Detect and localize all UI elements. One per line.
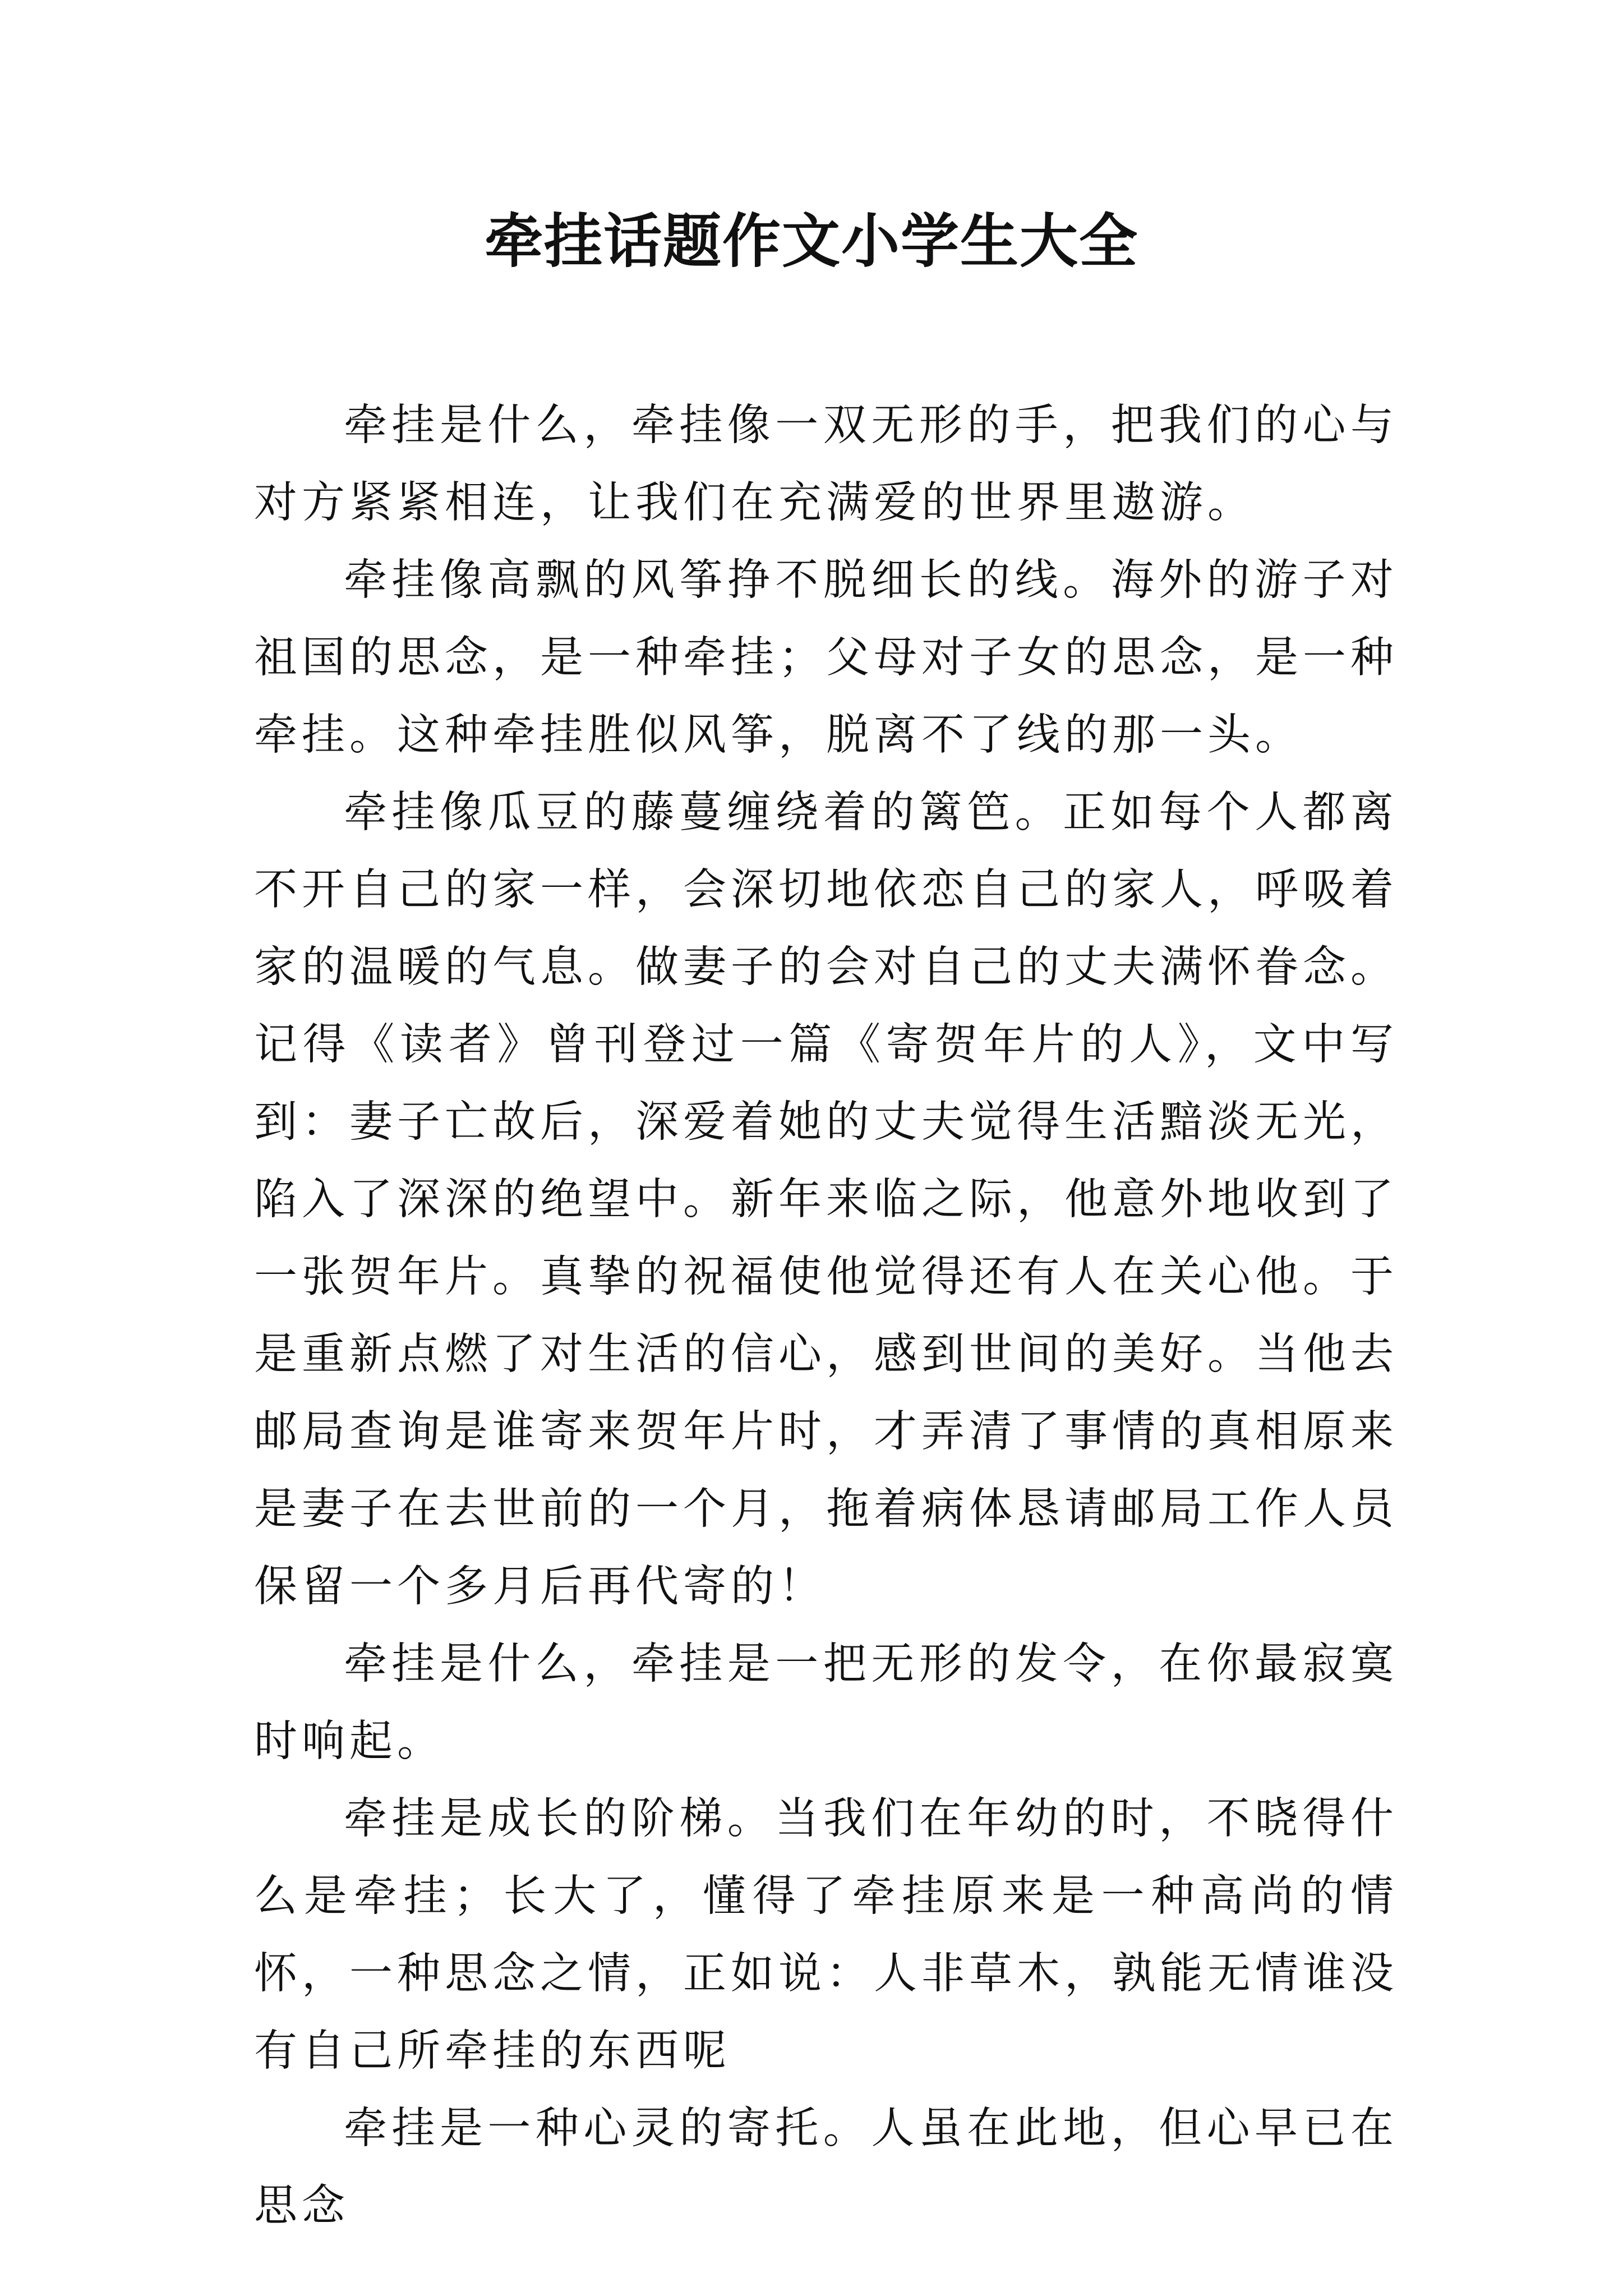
paragraph-2: 牵挂像高飘的风筝挣不脱细长的线。海外的游子对祖国的思念，是一种牵挂；父母对子女的思念，是一种牵挂。这种牵挂胜似风筝，脱离不了线的那一头。	[254, 555, 1398, 760]
paragraph-1: 牵挂是什么，牵挂像一双无形的手，把我们的心与对方紧紧相连，让我们在充满爱的世界里遨游。	[254, 401, 1398, 528]
document-title: 牵挂话题作文小学生大全	[484, 206, 1138, 275]
paragraph-3: 牵挂像瓜豆的藤蔓缠绕着的篱笆。正如每个人都离不开自己的家一样，会深切地依恋自己的家人，呼吸着家的温暖的气息。做妻子的会对自己的丈夫满怀眷念。记得《读者》曾刊登过一篇《寄贺年片的人》，文中写到：妻子亡故后，深爱着她的丈夫觉得生活黯淡无光，陷入了深深的绝望中。新年来临之际，他意外地收到了一张贺年片。真挚的祝福使他觉得还有人在关心他。于是重新点燃了对生活的信心，感到世间的美好。当他去邮局查询是谁寄来贺年片时，才弄清了事情的真相原来是妻子在去世前的一个月，拖着病体恳请邮局工作人员保留一个多月后再代寄的！	[254, 788, 1398, 1612]
paragraph-6: 牵挂是一种心灵的寄托。人虽在此地，但心早已在思念	[254, 2104, 1398, 2231]
paragraph-4: 牵挂是什么，牵挂是一把无形的发令，在你最寂寞时响起。	[254, 1639, 1398, 1766]
paragraph-5: 牵挂是成长的阶梯。当我们在年幼的时，不晓得什么是牵挂；长大了，懂得了牵挂原来是一种高尚的情怀，一种思念之情，正如说：人非草木，孰能无情谁没有自己所牵挂的东西呢	[254, 1794, 1398, 2076]
document-body	[254, 387, 1398, 2245]
